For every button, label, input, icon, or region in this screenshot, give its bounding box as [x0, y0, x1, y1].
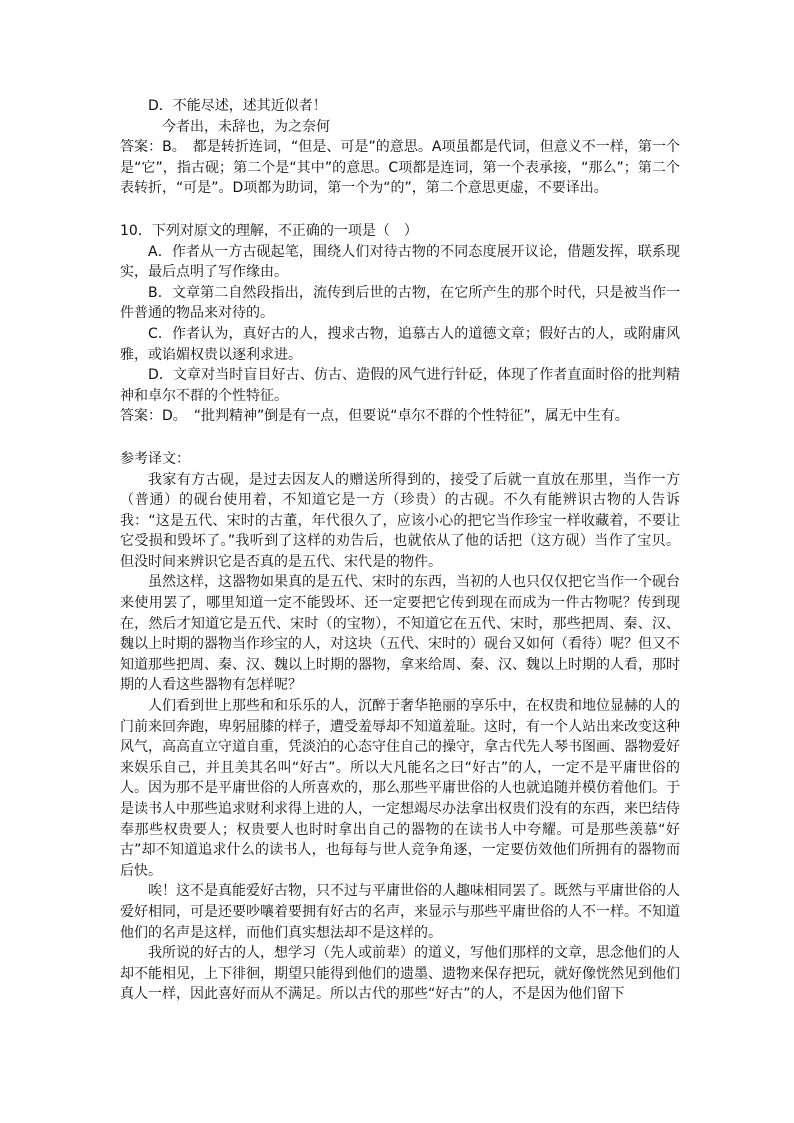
- q10-option-a: A．作者从一方古砚起笔，围绕人们对待古物的不同态度展开议论，借题发挥，联系现实，最后点明了写作缘由。: [120, 243, 680, 281]
- spacer: [120, 427, 680, 449]
- q10-stem: 10．下列对原文的理解，不正确的一项是（ ）: [120, 222, 418, 239]
- translation-paragraph-2: 虽然这样，这器物如果真的是五代、宋时的东西，当初的人也只仅仅把它当作一个砚台来使用罢了，哪里知道一定不能毁坏、还一定要把它传到现在而成为一件古物呢？传到现在，然后才知道它是五代、宋时（的宝物），不知道它在五代、宋时，那些把周、秦、汉、魏以上时期的器物当作珍宝的人，对这块（五代、宋时的）砚台又如何（看待）呢？但又不知道那些把周、秦、汉、魏以上时期的器物，拿来给周、秦、汉、魏以上时期的人看，那时期的人看这些器物有怎样呢？: [120, 574, 680, 694]
- q10-option-d: D．文章对当时盲目好古、仿古、造假的风气进行针砭，体现了作者直面时俗的批判精神和卓尔不群的个性特征。: [120, 367, 680, 404]
- document-body: [120, 96, 680, 1005]
- translation-paragraph-3: 人们看到世上那些和和乐乐的人，沉醉于奢华艳丽的享乐中，在权贵和地位显赫的人的门前来回奔跑，卑躬屈膝的样子，遭受羞辱却不知道羞耻。这时，有一个人站出来改变这种风气，高高直立守道自重，凭淡泊的心态守住自己的操守，拿古代先人琴书图画、器物爱好来娱乐自己，并且美其名叫“好古”。所以大凡能名之曰“好古”的人，一定不是平庸世俗的人。因为那不是平庸世俗的人所喜欢的，那么那些平庸世俗的人也就追随并模仿着他们。于是读书人中那些追求财利求得上进的人，一定想竭尽办法拿出权贵们没有的东西，来巴结侍奉那些权贵要人；权贵要人也时时拿出自己的器物的在读书人中夸耀。可是那些羡慕“好古”却不知道追求什么的读书人，也每每与世人竞争角逐，一定要仿效他们所拥有的器物而后快。: [120, 698, 680, 879]
- translation-paragraph-1: 我家有方古砚，是过去因友人的赠送所得到的，接受了后就一直放在那里，当作一方（普通）的砚台使用着，不知道它是一方（珍贵）的古砚。不久有能辨识古物的人告诉我：“这是五代、宋时的古董，年代很久了，应该小心的把它当作珍宝一样收藏着，不要让它受损和毁坏了。”我听到了这样的劝告后，也就依从了他的话把（这方砚）当作了宝贝。但没时间来辨识它是否真的是五代、宋代是的物件。: [120, 471, 680, 570]
- translation-paragraph-5: 我所说的好古的人，想学习（先人或前辈）的道义，写他们那样的文章，思念他们的人却不能相见，上下徘徊，期望只能得到他们的遗墨、遗物来保存把玩，就好像恍然见到他们真人一样，因此喜好而从不满足。所以古代的那些“好古”的人，不是因为他们留下: [120, 945, 680, 1003]
- q10-option-b: B．文章第二自然段指出，流传到后世的古物，在它所产生的那个时代，只是被当作一件普通的物品来对待的。: [120, 284, 680, 322]
- translation-paragraph-4: 唉！这不是真能爱好古物，只不过与平庸世俗的人趣味相同罢了。既然与平庸世俗的人爱好相同，可是还要吵嚷着要拥有好古的名声，来显示与那些平庸世俗的人不一样。不知道他们的名声是这样，而他们真实想法却不是这样的。: [120, 883, 680, 941]
- translation-heading: 参考译文：: [120, 450, 190, 467]
- q9-option-d-sub: 今者出，未辞也，为之奈何: [162, 118, 330, 135]
- q9-option-d: D．不能尽述，述其近似者！: [148, 98, 327, 114]
- spacer: [120, 199, 680, 221]
- q10-answer: 答案：D。 “批判精神”倒是有一点，但要说“卓尔不群的个性特征”，属无中生有。: [120, 408, 629, 425]
- q10-option-c: C．作者认为，真好古的人，搜求古物，追慕古人的道德文章；假好古的人，或附庸风雅，或谄媚权贵以逐利求进。: [120, 325, 680, 363]
- q9-answer: 答案：B。 都是转折连词，“但是、可是”的意思。A项虽都是代词，但意义不一样，第一个是“它”，指古砚；第二个是“其中”的意思。C项都是连词，第一个表承接，“那么”；第二个表转折，“可是”。D项都为助词，第一个为“的”，第二个意思更虚，不要译出。: [120, 139, 680, 197]
